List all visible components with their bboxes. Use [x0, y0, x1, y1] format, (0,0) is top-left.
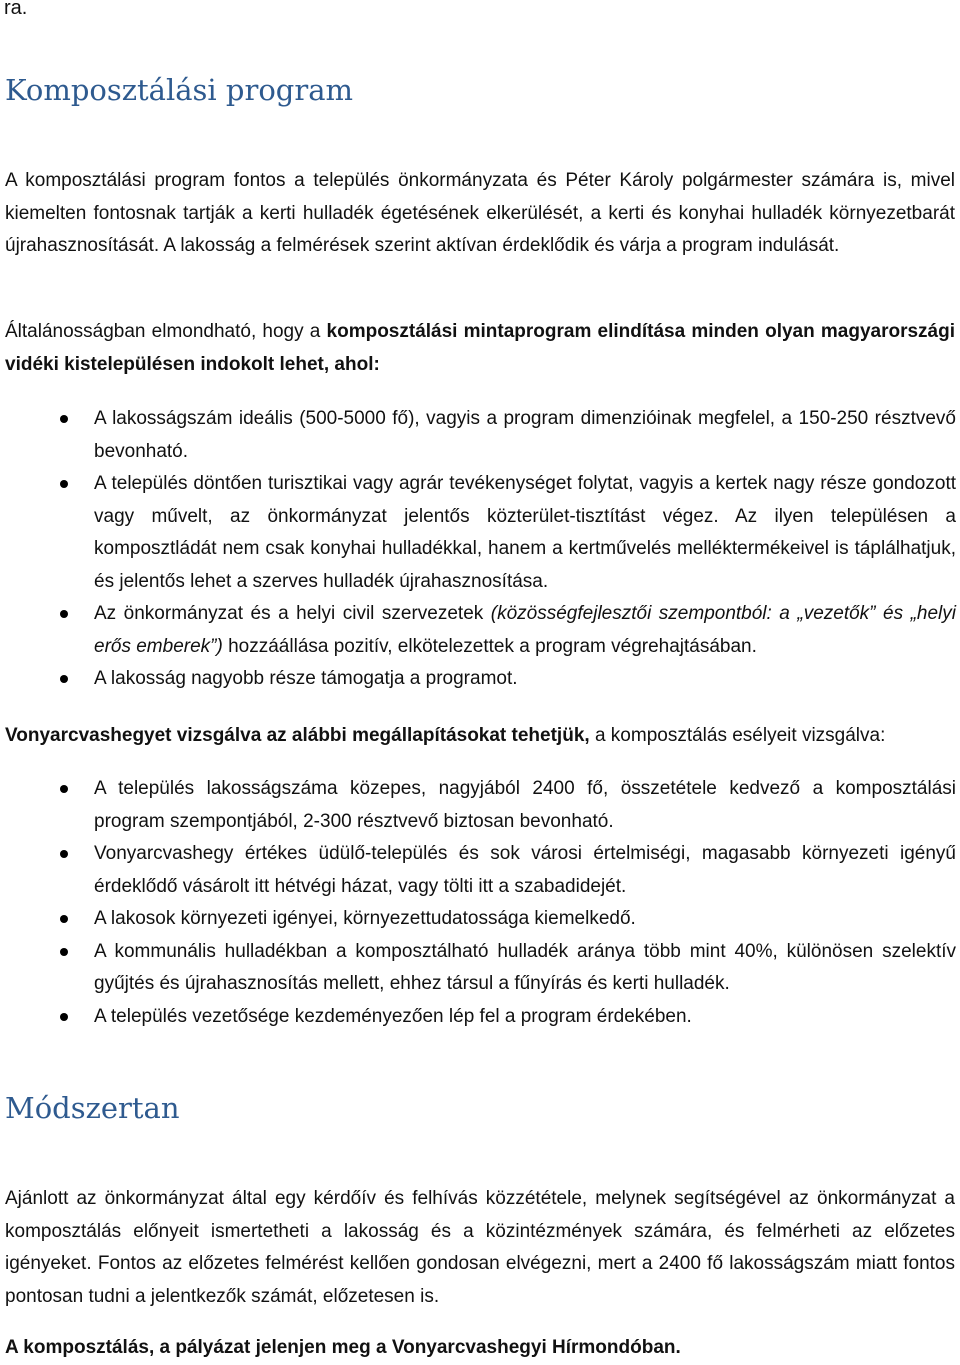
- list-item: [0, 663, 958, 696]
- list-item: [0, 838, 958, 903]
- list-item-text: A lakosság nagyobb része támogatja a programot.: [94, 668, 518, 689]
- list-item: [0, 598, 958, 663]
- vonyarcvashegy-bold: Vonyarcvashegyet vizsgálva az alábbi megállapításokat tehetjük,: [5, 725, 590, 746]
- section-heading-komposztalasi-program: Komposztálási program: [5, 73, 354, 107]
- list-item-text: A lakosok környezeti igényei, környezettudatossága kiemelkedő.: [94, 908, 636, 929]
- list-item-italic: (közösségfejlesztői szempontból: a „vezetők” és „helyi erős emberek”): [94, 603, 956, 657]
- list-item-text: A település vezetősége kezdeményezően lép fel a program érdekében.: [94, 1005, 692, 1027]
- list-item: [0, 468, 958, 598]
- list-item: [0, 936, 958, 1001]
- vonyarcvashegy-paragraph: [5, 720, 955, 753]
- general-paragraph: [5, 316, 955, 381]
- list-item-text: A kommunális hulladékban a komposztálható hulladék aránya több mint 40%, különösen szelektív gyűjtés és újrahasznosítás mellett, ehhez társul a fűnyírás és kerti hulladék.: [94, 940, 956, 994]
- list-item: [0, 903, 958, 936]
- section-heading-modszertan: Módszertan: [5, 1091, 180, 1125]
- list-item-text: Vonyarcvashegy értékes üdülő-település és sok városi értelmiségi, magasabb környezeti igényű érdeklődő vásárolt itt hétvégi házat, vagy tölti itt a szabadidejét.: [94, 843, 956, 897]
- bullet-icon: [60, 480, 68, 488]
- list-item-text-after: hozzáállása pozitív, elkötelezettek a program végrehajtásában.: [222, 635, 757, 657]
- findings-list: [0, 773, 958, 1033]
- list-item: [0, 1001, 958, 1034]
- previous-page-fragment: ra.: [4, 0, 28, 19]
- bullet-icon: [60, 1013, 68, 1021]
- final-bold-sentence: A komposztálás, a pályázat jelenjen meg a Vonyarcvashegyi Hírmondóban.: [5, 1337, 681, 1358]
- bullet-icon: [60, 850, 68, 858]
- methodology-paragraph: Ajánlott az önkormányzat által egy kérdőív és felhívás közzététele, melynek segítségével az önkormányzat a komposztálás előnyeit ismertetheti a lakosság és a közintézmények számára, és felmérheti az előzetes igényeket. Fontos az előzetes felmérést kellően gondosan elvégezni, mert a 2400 fő lakosságszám miatt fontos pontosan tudni a jelentkezők számát, előzetesen is.: [5, 1188, 955, 1307]
- bullet-icon: [60, 675, 68, 683]
- list-item-text: A település döntően turisztikai vagy agrár tevékenységet folytat, vagyis a kertek nagy része gondozott vagy művelt, az önkormányzat jelentős közterület-tisztítást végez. Az ilyen településen a komposztládát nem csak konyhai hulladékkal, hanem a kertművelés melléktermékeivel is táplálhatjuk, és jelentős lehet a szerves hulladék újrahasznosítása.: [94, 473, 956, 592]
- bullet-icon: [60, 415, 68, 423]
- list-item-text: A település lakosságszáma közepes, nagyjából 2400 fő, összetétele kedvező a komposztálási program szempontjából, 2-300 résztvevő biztosan bevonható.: [94, 778, 956, 832]
- bullet-icon: [60, 785, 68, 793]
- general-paragraph-prefix: Általánosságban elmondható, hogy a: [5, 321, 327, 342]
- vonyarcvashegy-rest: a komposztálás esélyeit vizsgálva:: [589, 725, 886, 746]
- bullet-icon: [60, 948, 68, 956]
- intro-paragraph: A komposztálási program fontos a település önkormányzata és Péter Károly polgármester számára is, mivel kiemelten fontosnak tartják a kerti hulladék égetésének elkerülését, a kerti és konyhai hulladék környezetbarát újrahasznosítását. A lakosság a felmérések szerint aktívan érdeklődik és várja a program indulását.: [5, 170, 955, 256]
- conditions-list: [0, 403, 958, 696]
- list-item-text-before: Az önkormányzat és a helyi civil szervezetek: [94, 603, 491, 624]
- general-paragraph-bold: komposztálási mintaprogram elindítása minden olyan magyarországi vidéki kistelepülésen indokolt lehet, ahol:: [5, 321, 955, 375]
- list-item: [0, 403, 958, 468]
- bullet-icon: [60, 610, 68, 618]
- list-item-text: A lakosságszám ideális (500-5000 fő), vagyis a program dimenzióinak megfelel, a 150-250 résztvevő bevonható.: [94, 408, 956, 462]
- list-item: [0, 773, 958, 838]
- bullet-icon: [60, 915, 68, 923]
